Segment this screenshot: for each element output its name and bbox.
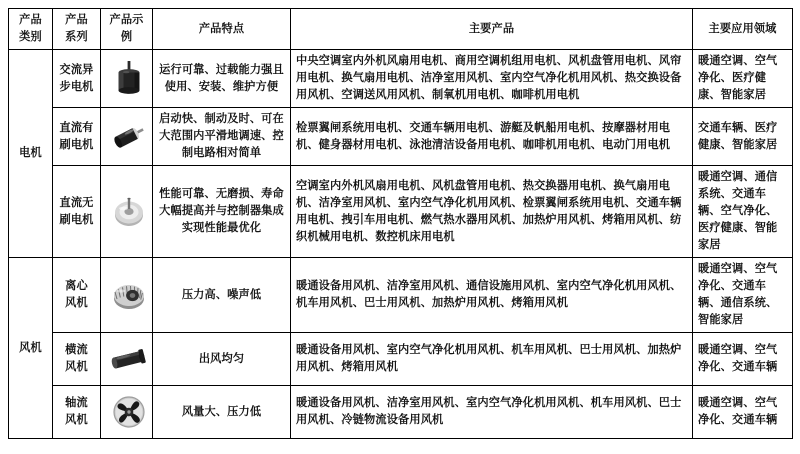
series-line2: 风机 xyxy=(65,297,88,310)
header-series xyxy=(53,9,101,50)
series-cell xyxy=(53,50,101,108)
feature-cell: 风量大、压力低 xyxy=(153,386,291,439)
header-series-line1: 产品 xyxy=(65,14,88,26)
header-category-line2: 类别 xyxy=(19,31,42,44)
series-line1: 直流有 xyxy=(59,121,94,134)
products-cell: 中央空调室内外机风扇用电机、商用空调机组用电机、风机盘管用电机、风帘用电机、换气扇用电机、洁净室用风机、室内空气净化机用风机、热交换设备用风机、空调送风用风机、制氧机用电机、咖啡机用电机 xyxy=(291,50,693,108)
cross-flow-fan-icon xyxy=(106,336,152,382)
series-line2: 风机 xyxy=(65,414,88,427)
product-image-cell xyxy=(101,386,153,439)
table-row xyxy=(9,333,793,386)
dc-brushless-motor-icon xyxy=(106,189,152,235)
application-cell: 暖通空调、空气净化、交通车辆 xyxy=(693,333,793,386)
series-line1: 直流无 xyxy=(59,196,94,209)
category-cell-motor: 电机 xyxy=(9,50,53,258)
table-row xyxy=(9,386,793,439)
header-category-line1: 产品 xyxy=(19,14,42,26)
series-line2: 刷电机 xyxy=(59,213,94,226)
feature-cell: 运行可靠、过载能力强且使用、安装、维护方便 xyxy=(153,50,291,108)
application-cell: 暖通空调、空气净化、交通车辆、通信系统、智能家居 xyxy=(693,258,793,333)
application-cell: 暖通空调、空气净化、医疗健康、智能家居 xyxy=(693,50,793,108)
product-image-cell xyxy=(101,258,153,333)
dc-brush-motor-icon xyxy=(106,114,152,160)
axial-fan-icon xyxy=(106,389,152,435)
table-header xyxy=(9,9,793,50)
series-cell xyxy=(53,108,101,166)
product-image-cell xyxy=(101,333,153,386)
series-line1: 轴流 xyxy=(65,397,88,410)
product-image-cell xyxy=(101,166,153,258)
series-cell xyxy=(53,166,101,258)
series-cell xyxy=(53,258,101,333)
header-row xyxy=(9,9,793,50)
product-image-cell xyxy=(101,108,153,166)
header-example: 产品示例 xyxy=(101,9,153,50)
header-feature: 产品特点 xyxy=(153,9,291,50)
table-row xyxy=(9,258,793,333)
series-line1: 离心 xyxy=(65,280,88,293)
products-cell: 暖通设备用风机、洁净室用风机、通信设施用风机、室内空气净化机用风机、机车用风机、巴士用风机、加热炉用风机、烤箱用风机 xyxy=(291,258,693,333)
application-cell: 交通车辆、医疗健康、智能家居 xyxy=(693,108,793,166)
series-line1: 横流 xyxy=(65,344,88,357)
feature-cell: 启动快、制动及时、可在大范围内平滑地调速、控制电路相对简单 xyxy=(153,108,291,166)
application-cell: 暖通空调、通信系统、交通车辆、空气净化、医疗健康、智能家居 xyxy=(693,166,793,258)
series-cell xyxy=(53,333,101,386)
header-application: 主要应用领域 xyxy=(693,9,793,50)
table-body xyxy=(9,50,793,439)
feature-cell: 性能可靠、无磨损、寿命大幅提高并与控制器集成实现性能最优化 xyxy=(153,166,291,258)
products-cell: 暖通设备用风机、室内空气净化机用风机、机车用风机、巴士用风机、加热炉用风机、烤箱用风机 xyxy=(291,333,693,386)
series-cell xyxy=(53,386,101,439)
table-row xyxy=(9,50,793,108)
products-cell: 空调室内外机风扇用电机、风机盘管用电机、热交换器用电机、换气扇用电机、洁净室用风机、室内空气净化机用风机、检票翼闸系统用电机、交通车辆用电机、拽引车用电机、燃气热水器用风机、加热炉用风机、烤箱用风机、纺织机械用电机、数控机床用电机 xyxy=(291,166,693,258)
product-category-table xyxy=(8,8,793,439)
series-line2: 风机 xyxy=(65,361,88,374)
table-row xyxy=(9,166,793,258)
table-row xyxy=(9,108,793,166)
centrifugal-fan-icon xyxy=(106,272,152,318)
category-cell-fan: 风机 xyxy=(9,258,53,439)
product-image-cell xyxy=(101,50,153,108)
series-line2: 刷电机 xyxy=(59,138,94,151)
ac-induction-motor-icon xyxy=(106,56,152,102)
header-series-line2: 系列 xyxy=(65,31,88,44)
feature-cell: 出风均匀 xyxy=(153,333,291,386)
products-cell: 暖通设备用风机、洁净室用风机、室内空气净化机用风机、机车用风机、巴士用风机、冷链物流设备用风机 xyxy=(291,386,693,439)
header-products: 主要产品 xyxy=(291,9,693,50)
feature-cell: 压力高、噪声低 xyxy=(153,258,291,333)
series-line2: 步电机 xyxy=(59,80,94,93)
application-cell: 暖通空调、空气净化、交通车辆 xyxy=(693,386,793,439)
header-category xyxy=(9,9,53,50)
products-cell: 检票翼闸系统用电机、交通车辆用电机、游艇及帆船用电机、按摩器材用电机、健身器材用电机、泳池清洁设备用电机、咖啡机用电机、电动门用电机 xyxy=(291,108,693,166)
series-line1: 交流异 xyxy=(59,63,94,76)
